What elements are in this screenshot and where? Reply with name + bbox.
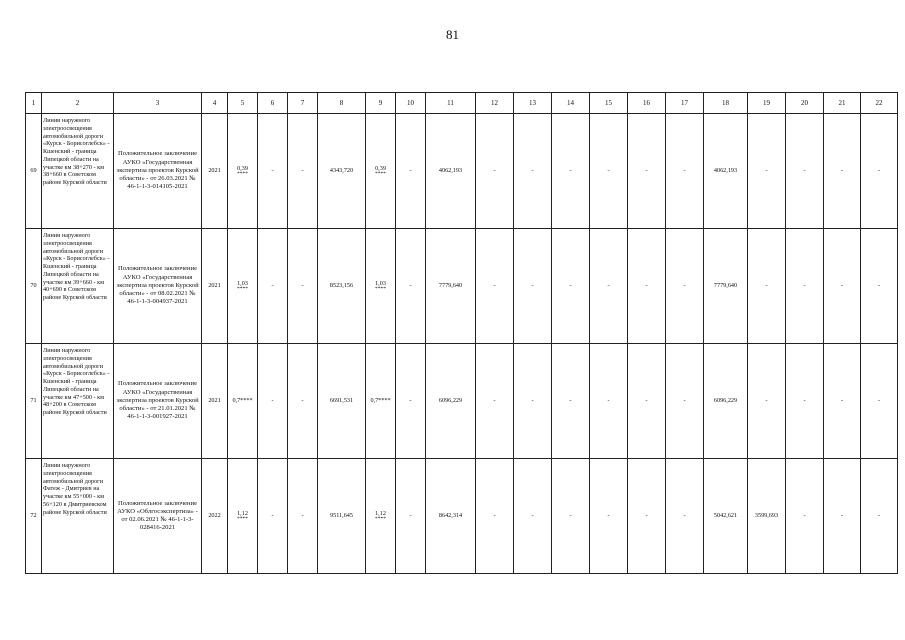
cell-c18: 6096,229 [704,344,748,459]
column-header: 10 [396,93,426,114]
cell-num: 71 [26,344,42,459]
cell-c8: 6691,531 [318,344,366,459]
cell-c6: - [258,459,288,574]
value-text: 0,39 [375,164,386,172]
cell-conclusion: Положительное заключение АУКО «Государственная экспертиза проектов Курской области» - от 08.02.2021 № 46-1-1-3-004937-2021 [114,229,202,344]
cell-c11: 6096,229 [426,344,476,459]
column-header: 4 [202,93,228,114]
table-row [26,344,898,459]
column-header: 11 [426,93,476,114]
cell-c19: - [748,344,786,459]
cell-conclusion: Положительное заключение АУКО «Облгосэкспертиза» - от 02.06.2021 № 46-1-1-3-028416-2021 [114,459,202,574]
cell-c8: 9511,645 [318,459,366,574]
column-header: 21 [824,93,861,114]
cell-year: 2021 [202,344,228,459]
cell-c17: - [666,114,704,229]
cell-c22: - [861,344,898,459]
cell-c14: - [552,114,590,229]
cell-c19: 3599,693 [748,459,786,574]
value-text: 1,12 [375,509,386,517]
column-header: 5 [228,93,258,114]
value-text: 0,7**** [370,397,391,405]
cell-c6: - [258,344,288,459]
cell-c20: - [786,229,824,344]
cell-c16: - [628,114,666,229]
cell-c20: - [786,114,824,229]
cell-c15: - [590,229,628,344]
cell-c17: - [666,344,704,459]
column-header: 8 [318,93,366,114]
column-header: 3 [114,93,202,114]
cell-num: 70 [26,229,42,344]
cell-c22: - [861,114,898,229]
cell-c11: 8642,314 [426,459,476,574]
cell-conclusion: Положительное заключение АУКО «Государственная экспертиза проектов Курской области» - от 26.03.2021 № 46-1-1-3-014105-2021 [114,114,202,229]
cell-c15: - [590,344,628,459]
cell-c9 [366,229,396,344]
cell-year: 2021 [202,114,228,229]
cell-c7: - [288,114,318,229]
column-header: 7 [288,93,318,114]
cell-c18: 5042,621 [704,459,748,574]
cell-c5 [228,344,258,459]
cell-c15: - [590,459,628,574]
cell-num: 72 [26,459,42,574]
column-header: 19 [748,93,786,114]
cell-c14: - [552,344,590,459]
column-header: 13 [514,93,552,114]
cell-num: 69 [26,114,42,229]
column-header: 6 [258,93,288,114]
cell-c13: - [514,229,552,344]
footnote-marker: **** [375,516,386,523]
cell-c6: - [258,114,288,229]
cell-c16: - [628,229,666,344]
cell-c17: - [666,229,704,344]
cell-c19: - [748,114,786,229]
cell-c21: - [824,344,861,459]
cell-c5 [228,459,258,574]
cell-c16: - [628,459,666,574]
cell-c20: - [786,459,824,574]
cell-c11: 4062,193 [426,114,476,229]
page-number: 81 [446,27,459,42]
cell-c21: - [824,459,861,574]
cell-c10: - [396,114,426,229]
cell-c12: - [476,459,514,574]
value-text: 1,12 [237,509,248,517]
value-text: 0,39 [237,164,248,172]
cell-c10: - [396,344,426,459]
column-header: 15 [590,93,628,114]
cell-c21: - [824,229,861,344]
cell-conclusion: Положительное заключение АУКО «Государственная экспертиза проектов Курской области» - от 21.01.2021 № 46-1-1-3-001927-2021 [114,344,202,459]
value-text: 1,03 [375,279,386,287]
footnote-marker: **** [237,516,248,523]
cell-description: Линии наружного электроосвещения автомобильной дороги «Курск - Борисоглебск» - Кшенский - граница Липецкой области на участке км 39+660 - км 40+690 в Советском районе Курской области [42,229,114,344]
cell-description: Линии наружного электроосвещения автомобильной дороги «Курск - Борисоглебск» - Кшенский - граница Липецкой области на участке км 47+500 - км 48+200 в Советском районе Курской области [42,344,114,459]
cell-c16: - [628,344,666,459]
column-header: 18 [704,93,748,114]
cell-c7: - [288,459,318,574]
cell-c22: - [861,229,898,344]
cell-year: 2021 [202,229,228,344]
cell-c8: 8523,156 [318,229,366,344]
data-table [25,92,898,574]
cell-c12: - [476,114,514,229]
header-row [26,93,898,114]
cell-c13: - [514,114,552,229]
cell-c20: - [786,344,824,459]
cell-c14: - [552,459,590,574]
table-row [26,114,898,229]
value-text: 0,7**** [232,397,253,405]
cell-c21: - [824,114,861,229]
cell-c11: 7779,640 [426,229,476,344]
column-header: 17 [666,93,704,114]
footnote-marker: **** [375,171,386,178]
cell-c7: - [288,344,318,459]
cell-c9 [366,114,396,229]
table-row [26,229,898,344]
cell-c12: - [476,229,514,344]
column-header: 12 [476,93,514,114]
column-header: 1 [26,93,42,114]
column-header: 9 [366,93,396,114]
column-header: 16 [628,93,666,114]
cell-c18: 7779,640 [704,229,748,344]
cell-description: Линии наружного электроосвещения автомобильной дороги «Курск - Борисоглебск» - Кшенский - граница Липецкой области на участке км 38+270 - км 38+660 в Советском районе Курской области [42,114,114,229]
cell-c13: - [514,459,552,574]
cell-c9 [366,459,396,574]
cell-c14: - [552,229,590,344]
cell-c8: 4343,720 [318,114,366,229]
column-header: 2 [42,93,114,114]
column-header: 20 [786,93,824,114]
column-header: 22 [861,93,898,114]
cell-c7: - [288,229,318,344]
cell-c5 [228,114,258,229]
footnote-marker: **** [375,286,386,293]
cell-year: 2022 [202,459,228,574]
cell-c10: - [396,229,426,344]
cell-c12: - [476,344,514,459]
cell-c17: - [666,459,704,574]
value-text: 1,03 [237,279,248,287]
column-header: 14 [552,93,590,114]
cell-c22: - [861,459,898,574]
table-row [26,459,898,574]
cell-c5 [228,229,258,344]
footnote-marker: **** [237,286,248,293]
footnote-marker: **** [237,171,248,178]
cell-description: Линии наружного электроосвещения автомобильной дороги Фатеж - Дмитриев на участке км 55+000 - км 56+120 в Дмитриевском районе Курской области [42,459,114,574]
cell-c15: - [590,114,628,229]
cell-c10: - [396,459,426,574]
cell-c13: - [514,344,552,459]
cell-c9 [366,344,396,459]
cell-c6: - [258,229,288,344]
cell-c18: 4062,193 [704,114,748,229]
cell-c19: - [748,229,786,344]
